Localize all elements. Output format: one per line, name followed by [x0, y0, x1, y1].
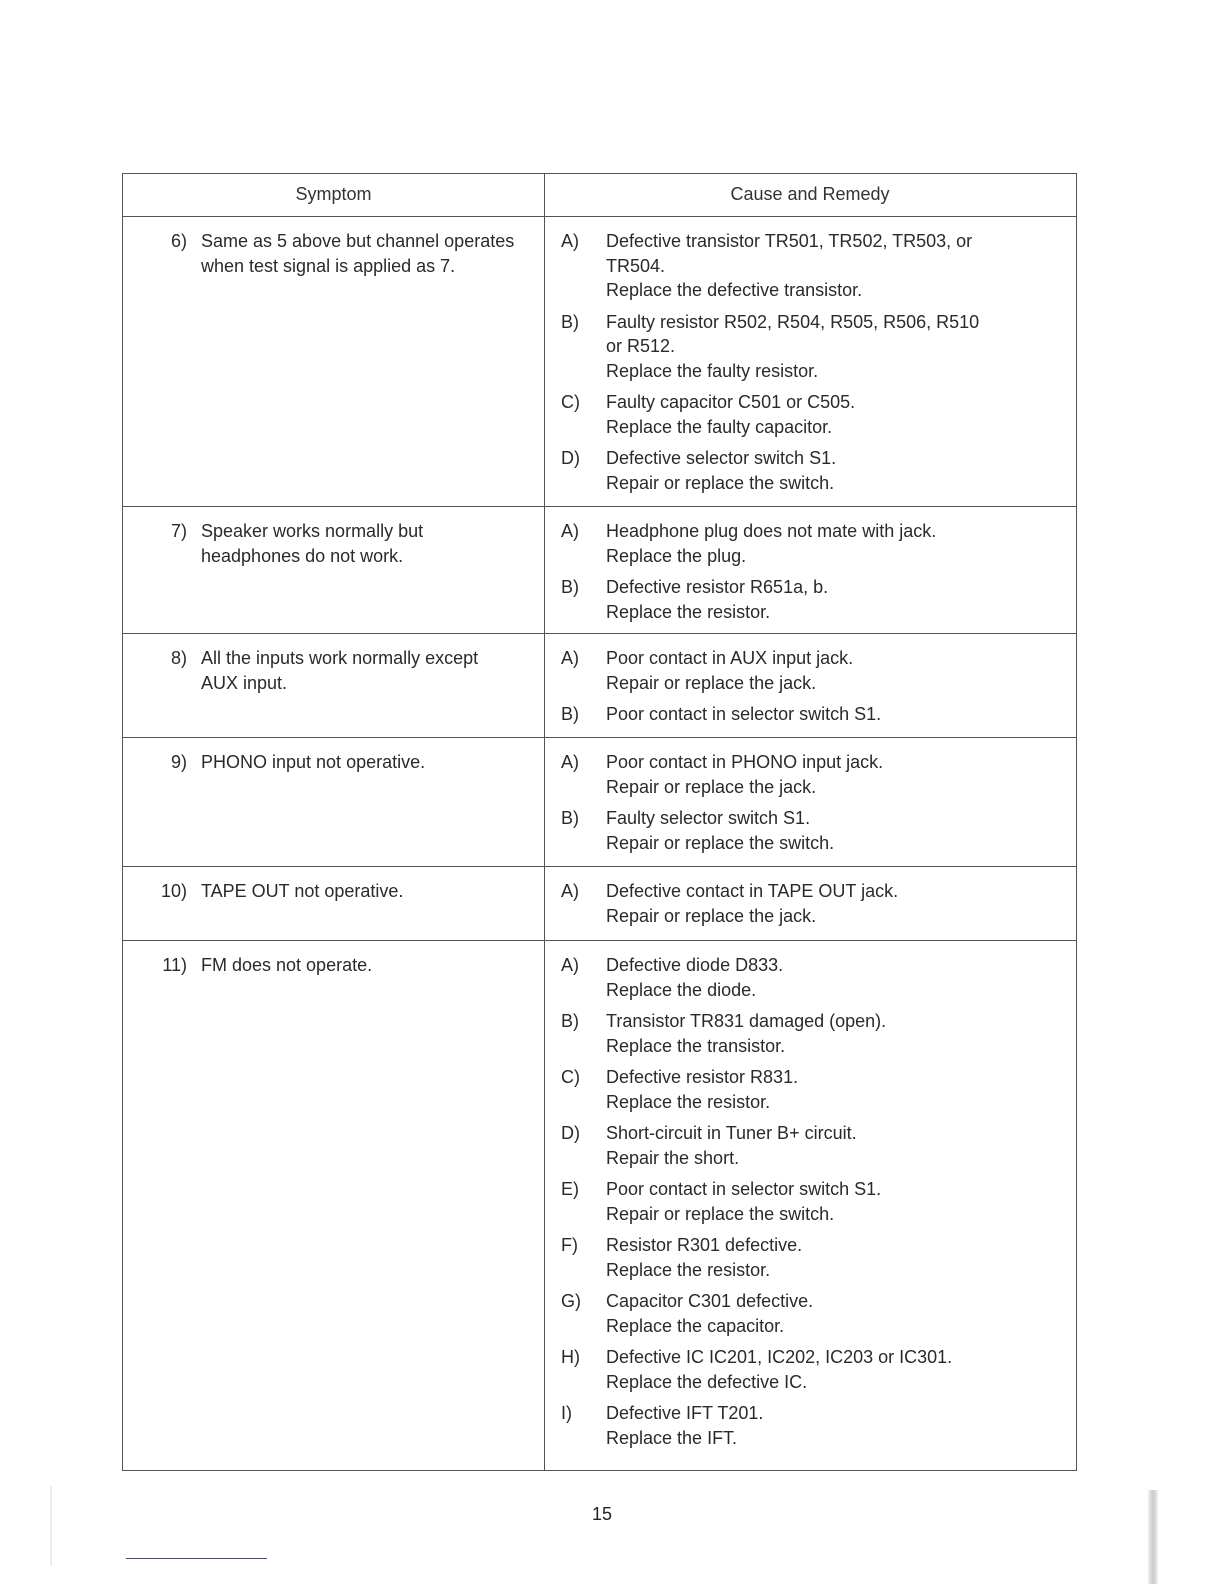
symptom-number: 8) — [170, 648, 187, 668]
cause-line: Replace the defective IC. — [606, 1371, 808, 1392]
cause-line: Replace the faulty resistor. — [606, 360, 819, 381]
cause-text — [606, 1177, 1046, 1226]
cause-line: TR504. — [606, 255, 666, 276]
cause-line: Replace the faulty capacitor. — [606, 416, 833, 437]
symptom-number: 10) — [160, 881, 187, 901]
scan-edge-mark — [1148, 1490, 1158, 1584]
cause-line: Replace the resistor. — [606, 1091, 771, 1112]
cause-letter: E) — [561, 1179, 579, 1199]
cause-letter: I) — [561, 1403, 572, 1423]
symptom-text — [201, 519, 536, 568]
table-row — [123, 737, 1076, 866]
troubleshooting-table — [122, 173, 1077, 1471]
cause-text — [606, 806, 1046, 855]
row-separator — [123, 940, 1076, 941]
row-separator — [123, 633, 1076, 634]
cause-line: Headphone plug does not mate with jack. — [606, 521, 937, 541]
footer-rule — [126, 1558, 267, 1559]
row-separator — [123, 506, 1076, 507]
cause-text — [606, 1065, 1046, 1114]
cause-line: Repair or replace the switch. — [606, 1203, 835, 1224]
cause-line: Replace the IFT. — [606, 1427, 738, 1448]
cause-text — [606, 1289, 1046, 1338]
cause-line: Faulty resistor R502, R504, R505, R506, R510 — [606, 311, 980, 332]
symptom-line: when test signal is applied as 7. — [201, 255, 456, 276]
cause-line: Replace the transistor. — [606, 1035, 786, 1056]
cause-letter: B) — [561, 808, 579, 828]
cause-line: Poor contact in selector switch S1. — [606, 1179, 882, 1199]
cause-letter: G) — [561, 1291, 581, 1311]
cause-line: Short-circuit in Tuner B+ circuit. — [606, 1123, 857, 1143]
cause-letter: B) — [561, 704, 579, 724]
symptom-line: TAPE OUT not operative. — [201, 881, 404, 901]
symptom-text — [201, 953, 536, 978]
symptom-number: 7) — [170, 521, 187, 541]
cause-line: or R512. — [606, 336, 676, 356]
cause-line: Replace the plug. — [606, 545, 747, 566]
symptom-column-header: Symptom — [295, 184, 372, 204]
cause-line: Replace the resistor. — [606, 1259, 771, 1280]
cause-letter: C) — [561, 1067, 580, 1087]
cause-line: Defective resistor R651a, b. — [606, 577, 829, 597]
cause-line: Repair or replace the switch. — [606, 832, 835, 853]
cause-text — [606, 750, 1046, 799]
cause-letter: A) — [561, 752, 579, 772]
symptom-line: PHONO input not operative. — [201, 752, 426, 772]
symptom-line: AUX input. — [201, 672, 288, 693]
cause-letter: A) — [561, 881, 579, 901]
symptom-line: headphones do not work. — [201, 545, 404, 566]
symptom-number: 11) — [162, 955, 187, 975]
cause-text — [606, 310, 1046, 384]
cause-line: Transistor TR831 damaged (open). — [606, 1011, 887, 1031]
cause-line: Capacitor C301 defective. — [606, 1291, 814, 1311]
cause-letter: C) — [561, 392, 580, 412]
cause-line: Repair or replace the switch. — [606, 472, 835, 493]
cause-letter: D) — [561, 1123, 580, 1143]
cause-line: Poor contact in AUX input jack. — [606, 648, 854, 668]
cause-text — [606, 1009, 1046, 1058]
cause-line: Repair or replace the jack. — [606, 905, 817, 926]
cause-letter: A) — [561, 955, 579, 975]
table-row — [123, 216, 1076, 506]
cause-letter: F) — [561, 1235, 578, 1255]
cause-line: Replace the defective transistor. — [606, 280, 863, 300]
cause-text — [606, 1233, 1046, 1282]
cause-letter: D) — [561, 448, 580, 468]
table-row — [123, 866, 1076, 940]
cause-line: Faulty selector switch S1. — [606, 808, 811, 828]
cause-letter: B) — [561, 1011, 579, 1031]
cause-line: Defective resistor R831. — [606, 1067, 799, 1087]
symptom-text — [201, 750, 536, 775]
cause-line: Defective IC IC201, IC202, IC203 or IC301. — [606, 1347, 953, 1367]
cause-line: Poor contact in selector switch S1. — [606, 704, 882, 724]
cause-text — [606, 229, 1046, 303]
cause-text — [606, 1121, 1046, 1170]
cause-line: Defective diode D833. — [606, 955, 784, 975]
cause-text — [606, 646, 1046, 695]
symptom-text — [201, 646, 536, 695]
cause-letter: A) — [561, 231, 579, 251]
cause-line: Replace the diode. — [606, 979, 757, 1000]
symptom-number: 9) — [170, 752, 187, 772]
cause-text — [606, 575, 1046, 624]
cause-letter: H) — [561, 1347, 580, 1367]
cause-text — [606, 390, 1046, 439]
cause-line: Repair or replace the jack. — [606, 672, 817, 693]
cause-line: Faulty capacitor C501 or C505. — [606, 392, 856, 412]
cause-text — [606, 953, 1046, 1002]
table-row — [123, 506, 1076, 633]
cause-letter: A) — [561, 521, 579, 541]
row-separator — [123, 216, 1076, 217]
symptom-text — [201, 229, 536, 278]
table-row — [123, 940, 1076, 1470]
cause-text — [606, 702, 1046, 727]
scan-edge-mark-left — [50, 1486, 52, 1566]
cause-letter: B) — [561, 311, 579, 332]
cause-line: Replace the resistor. — [606, 601, 771, 622]
cause-line: Defective transistor TR501, TR502, TR503, or — [606, 231, 973, 251]
symptom-line: FM does not operate. — [201, 955, 373, 975]
cause-line: Replace the capacitor. — [606, 1315, 785, 1336]
cause-letter: A) — [561, 648, 579, 668]
cause-text — [606, 879, 1046, 928]
row-separator — [123, 737, 1076, 738]
cause-line: Defective contact in TAPE OUT jack. — [606, 881, 899, 901]
row-separator — [123, 866, 1076, 867]
cause-line: Defective IFT T201. — [606, 1403, 764, 1423]
cause-text — [606, 519, 1046, 568]
page-number: 15 — [591, 1504, 613, 1524]
cause-line: Defective selector switch S1. — [606, 448, 837, 468]
symptom-line: Same as 5 above but channel operates — [201, 231, 515, 251]
cause-text — [606, 446, 1046, 495]
cause-remedy-column-header: Cause and Remedy — [730, 184, 890, 204]
symptom-line: All the inputs work normally except — [201, 648, 479, 668]
cause-line: Resistor R301 defective. — [606, 1235, 803, 1255]
cause-text — [606, 1345, 1046, 1394]
table-row — [123, 633, 1076, 737]
symptom-number: 6) — [170, 231, 187, 251]
cause-line: Poor contact in PHONO input jack. — [606, 752, 884, 772]
cause-letter: B) — [561, 577, 579, 597]
symptom-text — [201, 879, 536, 904]
cause-line: Repair the short. — [606, 1147, 740, 1168]
cause-line: Repair or replace the jack. — [606, 776, 817, 797]
symptom-line: Speaker works normally but — [201, 521, 424, 541]
cause-text — [606, 1401, 1046, 1450]
